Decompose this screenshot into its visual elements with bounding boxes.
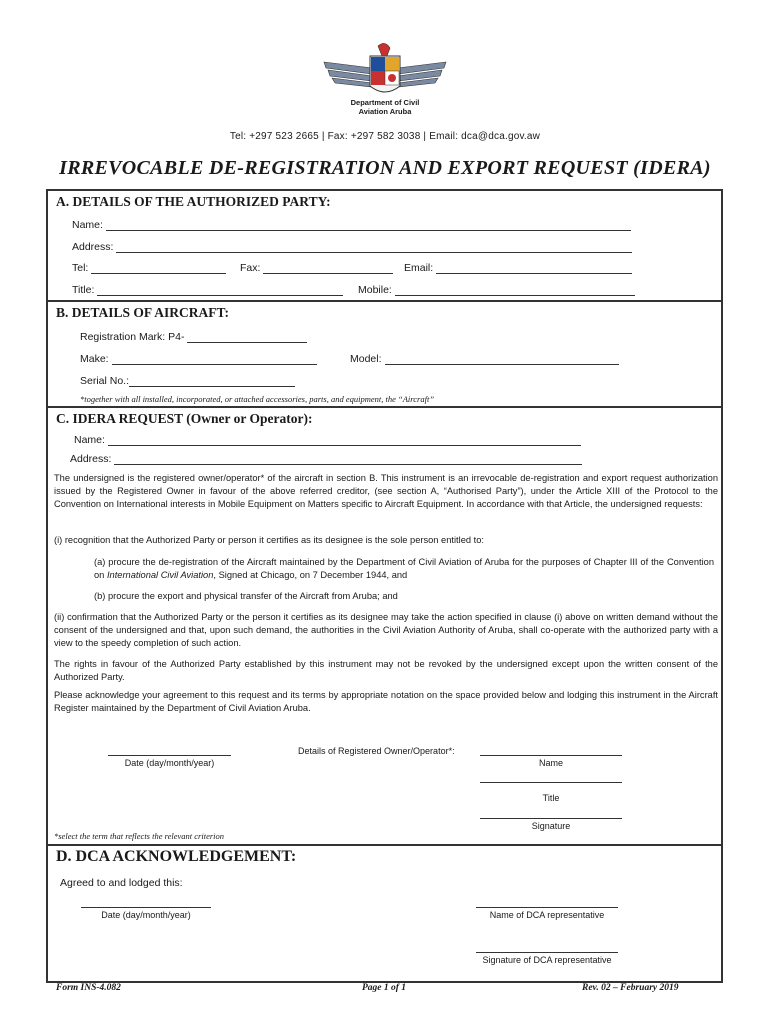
date-label: Date (day/month/year) — [124, 758, 215, 768]
serial-number-field[interactable] — [80, 375, 295, 387]
name-label: Name: — [72, 219, 103, 231]
authorized-fax-field[interactable] — [240, 262, 393, 274]
section-c — [48, 408, 721, 846]
section-b — [48, 302, 721, 408]
owner-name-line[interactable] — [480, 755, 622, 756]
owner-address-field[interactable] — [70, 453, 582, 465]
section-b-heading: B. DETAILS OF AIRCRAFT: — [56, 305, 230, 320]
contact-line: Tel: +297 523 2665 | Fax: +297 582 3038 | Email: dca@dca.gov.aw — [229, 131, 541, 142]
make-field[interactable] — [80, 353, 317, 365]
serial-label: Serial No.: — [80, 375, 130, 387]
owner-signature-line[interactable] — [480, 818, 622, 819]
dca-rep-signature-label: Signature of DCA representative — [482, 955, 612, 965]
model-field[interactable] — [350, 353, 619, 365]
owner-address-label: Address: — [70, 453, 112, 465]
section-a — [48, 191, 721, 302]
paragraph-3-convention: International Civil Aviation — [106, 570, 214, 580]
request-paragraph-5: (ii) confirmation that the Authorized Party or the person it certifies as its designee may take the action specified in clause (i) above on written demand without the consent of the undersigned and that, upon such demand, the authorities in the Civil Aviation Authority of Aruba, shall co-operate with the authorized party with a view to the speedy completion of such action. — [54, 612, 718, 648]
paragraph-3-end: , Signed at Chicago, on 7 December 1944, and — [213, 570, 408, 580]
criterion-note: *select the term that reflects the relevant criterion — [54, 831, 225, 841]
department-name — [300, 98, 470, 116]
model-label: Model: — [350, 353, 382, 365]
authorized-mobile-field[interactable] — [358, 284, 635, 296]
registration-label: Registration Mark: P4- — [80, 331, 185, 343]
dca-date-label: Date (day/month/year) — [101, 910, 191, 920]
title-caption: Title — [542, 793, 560, 803]
make-label: Make: — [80, 353, 109, 365]
department-line-2: Aviation Aruba — [358, 107, 412, 116]
form-number: Form INS-4.082 — [56, 983, 121, 993]
owner-name-label: Name: — [74, 434, 105, 446]
request-paragraph-1: The undersigned is the registered owner/operator* of the aircraft in section B. This instrument is an irrevocable de-registration and export request authorization issued by the Registered Owner in favour of the above referred creditor, (see section A, “Authorised Party”), under the Article XIII of the Protocol to the Convention on International interests in Mobile Equipment on Matters specific to Aircraft Equipment. In accordance with that Article, the undersigned requests: — [54, 473, 718, 509]
dca-rep-signature-line[interactable] — [476, 952, 618, 953]
section-c-heading: C. IDERA REQUEST (Owner or Operator): — [56, 411, 313, 426]
dca-date-line[interactable] — [81, 907, 211, 908]
authorized-tel-field[interactable] — [72, 262, 226, 274]
request-paragraph-2: (i) recognition that the Authorized Party or person it certifies as its designee is the sole person entitled to: — [54, 535, 484, 545]
page-number: Page 1 of 1 — [362, 983, 407, 993]
authorized-name-field[interactable] — [72, 219, 631, 231]
name-caption: Name — [538, 758, 563, 768]
form-frame — [46, 189, 723, 983]
aircraft-note: *together with all installed, incorporated, or attached accessories, parts, and equipment, the “Aircraft” — [80, 394, 435, 404]
authorized-title-field[interactable] — [72, 284, 343, 296]
address-label: Address: — [72, 241, 114, 253]
dca-rep-name-label: Name of DCA representative — [489, 910, 605, 920]
section-d — [48, 846, 721, 981]
authorized-address-field[interactable] — [72, 241, 632, 253]
date-signature-line[interactable] — [108, 755, 231, 756]
dca-rep-name-line[interactable] — [476, 907, 618, 908]
mobile-label: Mobile: — [358, 284, 392, 296]
fax-label: Fax: — [240, 262, 261, 274]
request-paragraph-7: Please acknowledge your agreement to this request and its terms by appropriate notation on the space provided below and lodging this instrument in the Aircraft Register maintained by the Department of Civil Aviation Aruba. — [54, 690, 718, 713]
revision: Rev. 02 – February 2019 — [582, 983, 679, 993]
paragraph-3-start: (a) procure the de-registration of the Aircraft maintained by the Department of Civil Aviation of Aruba for the purposes of Chapter III of the Convention on — [94, 557, 714, 580]
tel-label: Tel: — [72, 262, 89, 274]
section-d-heading: D. DCA ACKNOWLEDGEMENT: — [56, 848, 297, 865]
authorized-email-field[interactable] — [404, 262, 632, 274]
form-title: IRREVOCABLE DE-REGISTRATION AND EXPORT REQUEST (IDERA) — [59, 157, 711, 179]
department-line-1: Department of Civil — [350, 98, 420, 107]
owner-name-field[interactable] — [74, 434, 581, 446]
request-paragraph-4: (b) procure the export and physical transfer of the Aircraft from Aruba; and — [94, 591, 398, 601]
registration-mark-field[interactable] — [80, 331, 307, 343]
agreed-lodged-label: Agreed to and lodged this: — [60, 877, 183, 889]
email-label: Email: — [404, 262, 434, 274]
owner-details-label: Details of Registered Owner/Operator*: — [298, 746, 455, 756]
request-paragraph-6: The rights in favour of the Authorized Party established by this instrument may not be revoked by the undersigned except upon the written consent of the Authorized Party. — [54, 659, 718, 682]
section-a-heading: A. DETAILS OF THE AUTHORIZED PARTY: — [56, 194, 331, 209]
owner-title-line[interactable] — [480, 782, 622, 783]
request-paragraph-3 — [94, 556, 714, 582]
signature-caption: Signature — [531, 821, 571, 831]
title-label: Title: — [72, 284, 95, 296]
